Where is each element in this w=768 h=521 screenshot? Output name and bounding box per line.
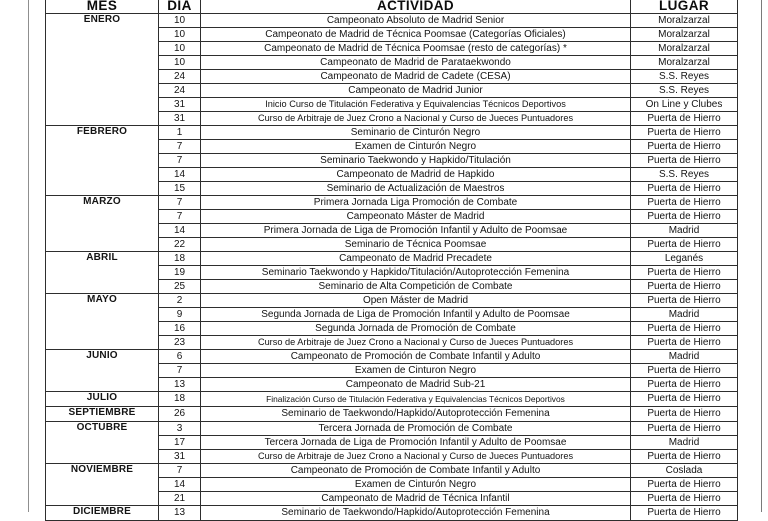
- activity-cell: Campeonato de Promoción de Combate Infantil y Adulto: [201, 464, 631, 478]
- location-cell: Leganés: [631, 252, 738, 266]
- activity-cell: Inicio Curso de Titulación Federativa y Equivalencias Técnicos Deportivos: [201, 98, 631, 112]
- activity-cell: Campeonato de Madrid Junior: [201, 84, 631, 98]
- day-cell: 10: [159, 56, 201, 70]
- day-cell: 7: [159, 210, 201, 224]
- location-cell: Puerta de Hierro: [631, 392, 738, 407]
- location-cell: Madrid: [631, 436, 738, 450]
- day-cell: 31: [159, 450, 201, 464]
- activity-cell: Examen de Cinturon Negro: [201, 364, 631, 378]
- activity-cell: Curso de Arbitraje de Juez Crono a Nacional y Curso de Jueces Puntuadores: [201, 112, 631, 126]
- day-cell: 26: [159, 407, 201, 422]
- location-cell: Coslada: [631, 464, 738, 478]
- location-cell: Moralzarzal: [631, 56, 738, 70]
- activity-cell: Segunda Jornada de Liga de Promoción Infantil y Adulto de Poomsae: [201, 308, 631, 322]
- month-cell: JUNIO: [46, 350, 159, 392]
- activity-cell: Tercera Jornada de Liga de Promoción Infantil y Adulto de Poomsae: [201, 436, 631, 450]
- day-cell: 15: [159, 182, 201, 196]
- table-row: [46, 196, 738, 210]
- location-cell: S.S. Reyes: [631, 70, 738, 84]
- activity-cell: Finalización Curso de Titulación Federativa y Equivalencias Técnicos Deportivos: [201, 392, 631, 407]
- day-cell: 7: [159, 154, 201, 168]
- day-cell: 3: [159, 422, 201, 436]
- activity-cell: Seminario de Alta Competición de Combate: [201, 280, 631, 294]
- location-cell: Moralzarzal: [631, 28, 738, 42]
- activity-cell: Campeonato Máster de Madrid: [201, 210, 631, 224]
- activity-cell: Primera Jornada de Liga de Promoción Infantil y Adulto de Poomsae: [201, 224, 631, 238]
- table-row: [46, 392, 738, 407]
- day-cell: 31: [159, 112, 201, 126]
- activity-cell: Seminario de Taekwondo/Hapkido/Autoprotección Femenina: [201, 506, 631, 521]
- day-cell: 6: [159, 350, 201, 364]
- day-cell: 10: [159, 42, 201, 56]
- day-cell: 10: [159, 28, 201, 42]
- location-cell: Madrid: [631, 308, 738, 322]
- day-cell: 13: [159, 378, 201, 392]
- day-cell: 10: [159, 14, 201, 28]
- location-cell: Puerta de Hierro: [631, 407, 738, 422]
- location-cell: Puerta de Hierro: [631, 182, 738, 196]
- table-row: [46, 350, 738, 364]
- location-cell: Puerta de Hierro: [631, 210, 738, 224]
- activity-cell: Seminario Taekwondo y Hapkido/Titulación/Autoprotección Femenina: [201, 266, 631, 280]
- column-header-actividad: ACTIVIDAD: [201, 0, 631, 14]
- table-row: [46, 506, 738, 521]
- activity-cell: Seminario Taekwondo y Hapkido/Titulación: [201, 154, 631, 168]
- location-cell: Puerta de Hierro: [631, 266, 738, 280]
- location-cell: S.S. Reyes: [631, 168, 738, 182]
- location-cell: Puerta de Hierro: [631, 280, 738, 294]
- activity-cell: Campeonato de Madrid de Técnica Poomsae (Categorías Oficiales): [201, 28, 631, 42]
- day-cell: 7: [159, 364, 201, 378]
- day-cell: 13: [159, 506, 201, 521]
- page-border-right: [761, 0, 762, 512]
- month-cell: MARZO: [46, 196, 159, 252]
- activity-cell: Segunda Jornada de Promoción de Combate: [201, 322, 631, 336]
- activity-cell: Campeonato de Madrid de Parataekwondo: [201, 56, 631, 70]
- day-cell: 24: [159, 84, 201, 98]
- activity-cell: Curso de Arbitraje de Juez Crono a Nacional y Curso de Jueces Puntuadores: [201, 450, 631, 464]
- table-row: [46, 252, 738, 266]
- location-cell: Puerta de Hierro: [631, 112, 738, 126]
- location-cell: Puerta de Hierro: [631, 478, 738, 492]
- day-cell: 18: [159, 392, 201, 407]
- day-cell: 14: [159, 224, 201, 238]
- table-row: [46, 422, 738, 436]
- day-cell: 19: [159, 266, 201, 280]
- activity-cell: Seminario de Cinturón Negro: [201, 126, 631, 140]
- table-row: [46, 407, 738, 422]
- location-cell: Moralzarzal: [631, 14, 738, 28]
- activity-cell: Examen de Cinturón Negro: [201, 478, 631, 492]
- day-cell: 31: [159, 98, 201, 112]
- day-cell: 22: [159, 238, 201, 252]
- location-cell: Puerta de Hierro: [631, 492, 738, 506]
- day-cell: 9: [159, 308, 201, 322]
- location-cell: Puerta de Hierro: [631, 336, 738, 350]
- column-header-dia: DIA: [159, 0, 201, 14]
- activity-cell: Campeonato de Madrid de Técnica Poomsae (resto de categorías) *: [201, 42, 631, 56]
- activity-cell: Campeonato Absoluto de Madrid Senior: [201, 14, 631, 28]
- activity-cell: Open Máster de Madrid: [201, 294, 631, 308]
- day-cell: 14: [159, 478, 201, 492]
- location-cell: On Line y Clubes: [631, 98, 738, 112]
- location-cell: Puerta de Hierro: [631, 140, 738, 154]
- month-cell: NOVIEMBRE: [46, 464, 159, 506]
- month-cell: SEPTIEMBRE: [46, 407, 159, 422]
- calendar-table-header: [46, 0, 738, 14]
- activity-cell: Campeonato de Madrid de Técnica Infantil: [201, 492, 631, 506]
- month-cell: DICIEMBRE: [46, 506, 159, 521]
- activity-cell: Campeonato de Madrid Precadete: [201, 252, 631, 266]
- activity-cell: Seminario de Actualización de Maestros: [201, 182, 631, 196]
- day-cell: 25: [159, 280, 201, 294]
- location-cell: Puerta de Hierro: [631, 238, 738, 252]
- table-row: [46, 294, 738, 308]
- location-cell: Puerta de Hierro: [631, 294, 738, 308]
- table-row: [46, 464, 738, 478]
- activity-cell: Curso de Arbitraje de Juez Crono a Nacional y Curso de Jueces Puntuadores: [201, 336, 631, 350]
- day-cell: 7: [159, 196, 201, 210]
- column-header-lugar: LUGAR: [631, 0, 738, 14]
- location-cell: Madrid: [631, 350, 738, 364]
- activity-cell: Seminario de Taekwondo/Hapkido/Autoprotección Femenina: [201, 407, 631, 422]
- day-cell: 7: [159, 464, 201, 478]
- activity-cell: Examen de Cinturón Negro: [201, 140, 631, 154]
- month-cell: FEBRERO: [46, 126, 159, 196]
- location-cell: Puerta de Hierro: [631, 378, 738, 392]
- activity-cell: Campeonato de Madrid Sub-21: [201, 378, 631, 392]
- activity-cell: Campeonato de Promoción de Combate Infantil y Adulto: [201, 350, 631, 364]
- month-cell: ABRIL: [46, 252, 159, 294]
- location-cell: Puerta de Hierro: [631, 196, 738, 210]
- activity-cell: Tercera Jornada de Promoción de Combate: [201, 422, 631, 436]
- location-cell: Puerta de Hierro: [631, 154, 738, 168]
- calendar-table: [45, 0, 738, 521]
- location-cell: Puerta de Hierro: [631, 364, 738, 378]
- table-row: [46, 126, 738, 140]
- calendar-table-body: [46, 14, 738, 521]
- activity-cell: Campeonato de Madrid de Hapkido: [201, 168, 631, 182]
- calendar-table-wrapper: [45, 0, 738, 521]
- day-cell: 18: [159, 252, 201, 266]
- month-cell: OCTUBRE: [46, 422, 159, 464]
- location-cell: Puerta de Hierro: [631, 322, 738, 336]
- month-cell: ENERO: [46, 14, 159, 126]
- day-cell: 1: [159, 126, 201, 140]
- location-cell: Puerta de Hierro: [631, 422, 738, 436]
- day-cell: 23: [159, 336, 201, 350]
- location-cell: Puerta de Hierro: [631, 506, 738, 521]
- day-cell: 16: [159, 322, 201, 336]
- day-cell: 17: [159, 436, 201, 450]
- day-cell: 21: [159, 492, 201, 506]
- day-cell: 2: [159, 294, 201, 308]
- table-row: [46, 14, 738, 28]
- month-cell: JULIO: [46, 392, 159, 407]
- month-cell: MAYO: [46, 294, 159, 350]
- location-cell: Moralzarzal: [631, 42, 738, 56]
- day-cell: 24: [159, 70, 201, 84]
- location-cell: Madrid: [631, 224, 738, 238]
- activity-cell: Campeonato de Madrid de Cadete (CESA): [201, 70, 631, 84]
- column-header-mes: MES: [46, 0, 159, 14]
- activity-cell: Primera Jornada Liga Promoción de Combate: [201, 196, 631, 210]
- header-row: [46, 0, 738, 14]
- activity-cell: Seminario de Técnica Poomsae: [201, 238, 631, 252]
- location-cell: Puerta de Hierro: [631, 126, 738, 140]
- location-cell: S.S. Reyes: [631, 84, 738, 98]
- page-border-left: [28, 0, 29, 512]
- day-cell: 14: [159, 168, 201, 182]
- location-cell: Puerta de Hierro: [631, 450, 738, 464]
- day-cell: 7: [159, 140, 201, 154]
